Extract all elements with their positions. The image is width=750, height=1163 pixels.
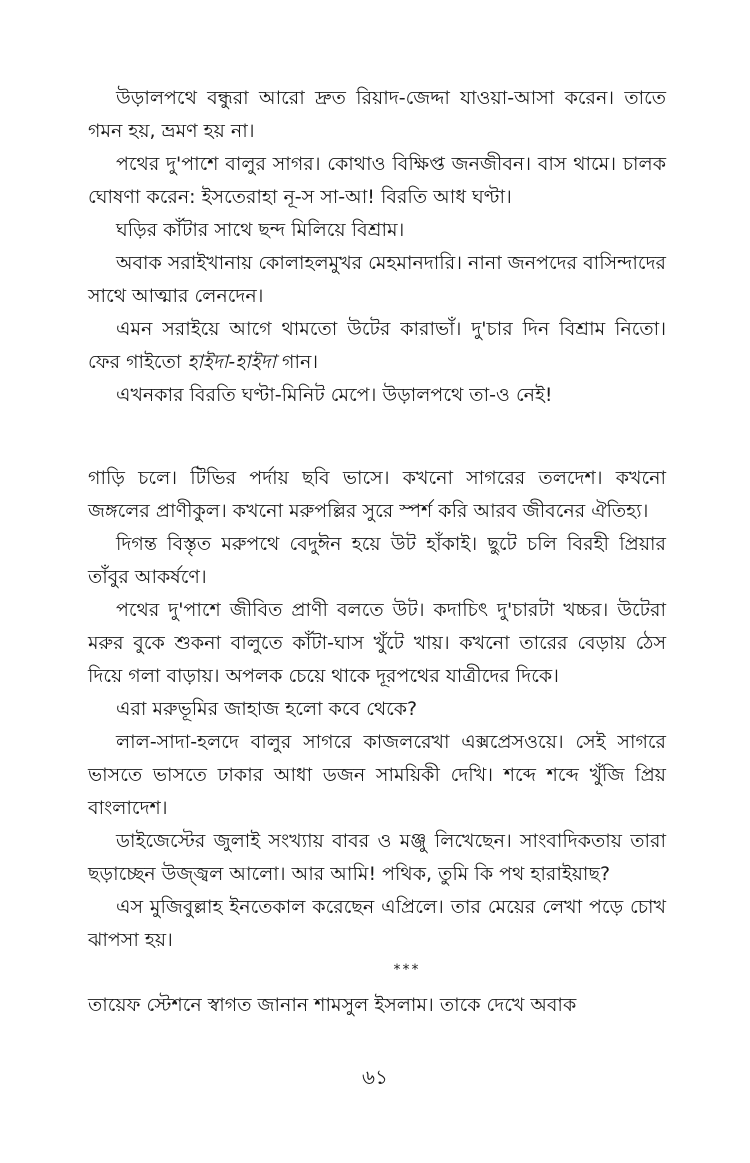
paragraph-5-text-b: গান। [275, 351, 319, 373]
section-separator: *** [393, 962, 421, 978]
paragraph-10: এরা মরুভূমির জাহাজ হলো কবে থেকে? [116, 698, 418, 720]
page-body [88, 82, 666, 1022]
section-gap [88, 412, 666, 462]
paragraph-9: পথের দু'পাশে জীবিত প্রাণী বলতে উট। কদাচিৎ দু'চারটা খচ্চর। উটেরা মরুর বুকে শুকনা বালুতে কাঁটা-ঘাস খুঁটে খায়। কখনো তারের বেড়ায় ঠেস দিয়ে গলা বাড়ায়। অপলক চেয়ে থাকে দূরপথের যাত্রীদের দিকে। [88, 599, 666, 687]
paragraph-8: দিগন্ত বিস্তৃত মরুপথে বেদুঈন হয়ে উট হাঁকাই। ছুটে চলি বিরহী প্রিয়ার তাঁবুর আকর্ষণে। [88, 533, 666, 588]
paragraph-1: উড়ালপথে বন্ধুরা আরো দ্রুত রিয়াদ-জেদ্দা যাওয়া-আসা করেন। তাতে গমন হয়, ভ্রমণ হয় না। [88, 87, 666, 142]
paragraph-6: এখনকার বিরতি ঘণ্টা-মিনিট মেপে। উড়ালপথে তা-ও নেই! [116, 384, 553, 406]
paragraph-14: তায়েফ স্টেশনে স্বাগত জানান শামসুল ইসলাম। তাকে দেখে অবাক [88, 994, 577, 1016]
paragraph-13: এস মুজিবুল্লাহ ইনতেকাল করেছেন এপ্রিলে। তার মেয়ের লেখা পড়ে চোখ ঝাপসা হয়। [88, 896, 666, 951]
paragraph-5-song-title: হাইদা-হাইদা [187, 351, 276, 373]
paragraph-7: গাড়ি চলে। টিভির পর্দায় ছবি ভাসে। কখনো সাগরের তলদেশ। কখনো জঙ্গলের প্রাণীকুল। কখনো মরুপল্লির সুরে স্পর্শ করি আরব জীবনের ঐতিহ্য। [88, 467, 666, 522]
paragraph-2: পথের দু'পাশে বালুর সাগর। কোথাও বিক্ষিপ্ত জনজীবন। বাস থামে। চালক ঘোষণা করেন: ইসতেরাহা নূ-স সা-আ! বিরতি আধ ঘণ্টা। [88, 153, 666, 208]
paragraph-11: লাল-সাদা-হলদে বালুর সাগরে কাজলরেখা এক্সপ্রেসওয়ে। সেই সাগরে ভাসতে ভাসতে ঢাকার আধা ডজন সাময়িকী দেখি। শব্দে শব্দে খুঁজি প্রিয় বাংলাদেশ। [88, 731, 666, 819]
paragraph-4: অবাক সরাইখানায় কোলাহলমুখর মেহমানদারি। নানা জনপদের বাসিন্দাদের সাথে আত্মার লেনদেন। [88, 252, 667, 307]
paragraph-5 [88, 313, 666, 379]
paragraph-5-text-a: এমন সরাইয়ে আগে থামতো উটের কারাভাঁ। দু'চার দিন বিশ্রাম নিতো। ফের গাইতো [88, 318, 666, 373]
paragraph-3: ঘড়ির কাঁটার সাথে ছন্দ মিলিয়ে বিশ্রাম। [116, 219, 405, 241]
page-number: ৬১ [362, 1065, 388, 1089]
paragraph-12: ডাইজেস্টের জুলাই সংখ্যায় বাবর ও মঞ্জু লিখেছেন। সাংবাদিকতায় তারা ছড়াচ্ছেন উজ্জ্বল আলো। আর আমি! পথিক, তুমি কি পথ হারাইয়াছ? [88, 830, 666, 885]
